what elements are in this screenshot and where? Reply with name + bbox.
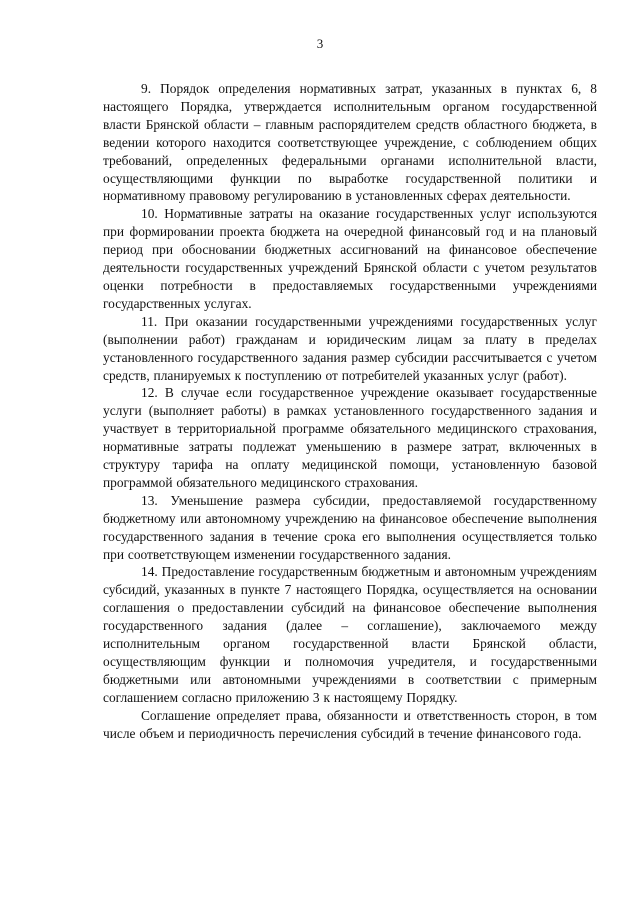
paragraph-agreement: Соглашение определяет права, обязанности и ответственность сторон, в том числе объем и периодичность перечисления субсидий в течение финансового года.	[103, 707, 597, 741]
paragraph-14: 14. Предоставление государственным бюджетным и автономным учреждениям субсидий, указанных в пункте 7 настоящего Порядка, осуществляется на основании соглашения о предоставлении субсидий на финансовое обеспечение выполнения государственного задания (далее – соглашение), заключаемого между исполнительным органом государственной власти Брянской области, осуществляющим функции и полномочия учредителя, и государственными бюджетными или автономными учреждениями в соответствии с примерным соглашением согласно приложению 3 к настоящему Порядку.	[103, 564, 597, 705]
paragraph-9: 9. Порядок определения нормативных затрат, указанных в пунктах 6, 8 настоящего Порядка, утверждается исполнительным органом государственной власти Брянской области – главным распорядителем средств областного бюджета, в ведении которого находится соответствующее учреждение, с соблюдением общих требований, определенных федеральными органами исполнительной власти, осуществляющими функции по выработке государственной политики и нормативному правовому регулированию в установленных сферах деятельности.	[103, 81, 597, 204]
document-body	[103, 80, 597, 743]
paragraph-12: 12. В случае если государственное учреждение оказывает государственные услуги (выполняет работы) в рамках установленного государственного задания и участвует в территориальной программе обязательного медицинского страхования, нормативные затраты подлежат уменьшению в размере затрат, включенных в структуру тарифа на оплату медицинской помощи, установленную базовой программой обязательного медицинского страхования.	[103, 385, 597, 490]
paragraph-10: 10. Нормативные затраты на оказание государственных услуг используются при формировании проекта бюджета на очередной финансовый год и на плановый период при обосновании бюджетных ассигнований на финансовое обеспечение деятельности государственных учреждений Брянской области с учетом результатов оценки потребности в предоставляемых государственными учреждениями государственных услугах.	[103, 206, 597, 311]
page-number: 3	[316, 36, 324, 51]
paragraph-11: 11. При оказании государственными учреждениями государственных услуг (выполнении работ) гражданам и юридическим лицам за плату в пределах установленного государственного задания размер субсидии рассчитывается с учетом средств, планируемых к поступлению от потребителей указанных услуг (работ).	[103, 313, 597, 383]
paragraph-13: 13. Уменьшение размера субсидии, предоставляемой государственному бюджетному или автономному учреждению на финансовое обеспечение выполнения государственного задания в течение срока его выполнения осуществляется только при соответствующем изменении государственного задания.	[103, 492, 597, 562]
